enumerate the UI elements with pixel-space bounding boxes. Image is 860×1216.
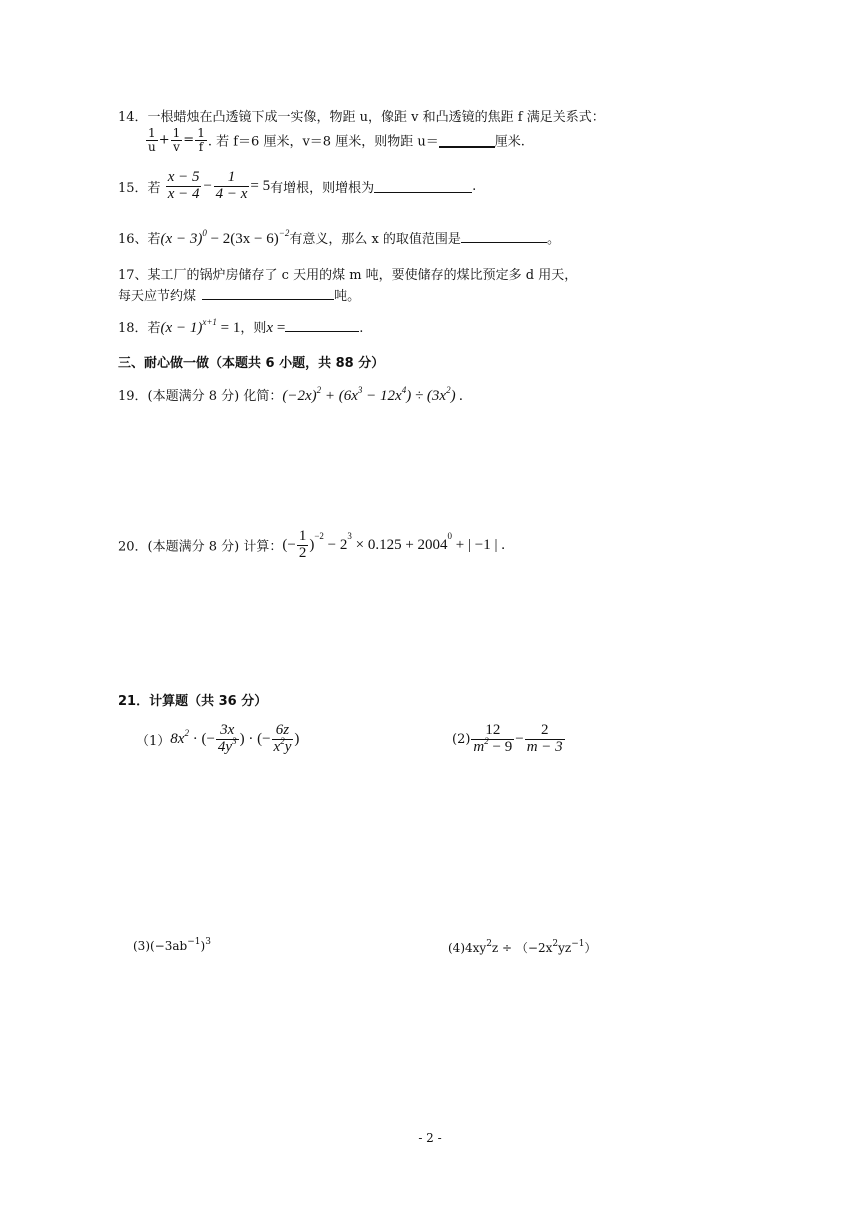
q18-expression: $(x - 1)^{x+1} = 1$ xyxy=(160,317,241,336)
q14-condition: . 若 f＝6 厘米，v＝8 厘米，则物距 u＝ xyxy=(207,134,439,150)
q21-sub1-expression: $8x^2$ · (− $\frac{3x}{4y^3}$ ) · (− $\frac{6z}{x^2y}$ ) xyxy=(170,722,300,755)
section-3-heading: 三、耐心做一做（本题共 6 小题，共 88 分） xyxy=(118,356,385,371)
q21-sub3 xyxy=(133,939,211,953)
q15-equals: = 5 xyxy=(250,177,271,194)
q21-sub3-expression: $(-3ab^{-1})^3$ xyxy=(150,937,211,953)
q17-line2 xyxy=(118,285,360,304)
q16-line xyxy=(118,228,560,248)
q20-label: 20．(本题满分 8 分) 计算： xyxy=(118,539,283,555)
q21-sub2-expression: $\frac{12}{m^2 - 9}$ − $\frac{2}{m - 3}$ xyxy=(473,722,563,755)
q16-answer-blank[interactable] xyxy=(461,229,547,243)
q21-sub4-label: (4) xyxy=(448,941,465,955)
q21-sub2-label: (2) xyxy=(452,731,471,747)
q14-answer-blank[interactable] xyxy=(439,133,495,148)
q14-unit: 厘米. xyxy=(494,134,525,150)
q14-fraction-1: $\frac{1}{u}$ xyxy=(148,126,156,154)
q21-sub1-label: （1） xyxy=(136,733,171,749)
q15-condition: 有增根，则增根为 xyxy=(270,180,375,196)
q18-mid: ，则 xyxy=(240,321,267,336)
q20-expression: (− $\frac{1}{2}$ )$^{-2} - 2^3 \times 0.125 + 2004^0$ + | −1 | . xyxy=(282,528,505,561)
q14-fraction-2: $\frac{1}{v}$ xyxy=(172,126,181,154)
q16-condition: 有意义，那么 x 的取值范围是 xyxy=(289,232,461,247)
q18-variable: x xyxy=(266,320,274,336)
q16-end: 。 xyxy=(546,232,560,247)
q16-prefix: 16、若 xyxy=(118,232,161,247)
q19-expression: $(-2x)^2 + (6x^3 - 12x^4) \div (3x^2)$ . xyxy=(282,385,464,404)
q14-number: 14． xyxy=(118,110,148,125)
q14-text-line1: 一根蜡烛在凸透镜下成一实像，物距 u，像距 v 和凸透镜的焦距 f 满足关系式： xyxy=(147,110,605,125)
q17-answer-blank[interactable] xyxy=(202,286,334,300)
q15-prefix: 若 xyxy=(147,180,161,196)
page-number: - 2 - xyxy=(418,1131,442,1145)
q19-line xyxy=(118,385,463,405)
q15-fraction-a: $\frac{x - 5}{x - 4}$ xyxy=(167,169,200,202)
q21-heading: 21．计算题（共 36 分） xyxy=(118,694,268,709)
q15-number: 15． xyxy=(118,180,148,196)
q18-end: . xyxy=(359,321,364,336)
q17-unit: 吨。 xyxy=(334,289,361,304)
q19-label: 19．(本题满分 8 分) 化简： xyxy=(118,389,283,404)
q18-equals: = xyxy=(273,320,286,336)
q18-answer-blank[interactable] xyxy=(285,318,359,332)
q16-expression: $(x - 3)^0 - 2(3x - 6)^{-2}$ xyxy=(160,228,290,247)
q14-line2 xyxy=(145,127,525,153)
q21-sub4-expression: $4xy^2z \div (-2x^2yz^{-1})$ xyxy=(465,939,597,955)
q15-end: . xyxy=(472,178,477,194)
q17-text: 每天应节约煤 xyxy=(118,289,197,304)
q15-minus: − xyxy=(202,177,213,194)
q14-plus: + xyxy=(158,132,170,148)
q14-fraction-3: $\frac{1}{f}$ xyxy=(197,126,205,154)
q21-sub3-label: (3) xyxy=(133,939,150,953)
q20-line xyxy=(118,529,505,562)
q15-line xyxy=(118,170,476,203)
q15-fraction-b: $\frac{1}{4 - x}$ xyxy=(215,169,248,202)
q18-prefix: 18．若 xyxy=(118,321,161,336)
q15-answer-blank[interactable] xyxy=(374,179,472,193)
q21-sub1 xyxy=(136,723,299,756)
q21-sub2 xyxy=(452,723,566,756)
q18-line xyxy=(118,317,363,337)
q21-sub4 xyxy=(448,939,597,956)
q14-equals: = xyxy=(183,132,195,148)
q17-line1: 17、某工厂的锅炉房储存了 c 天用的煤 m 吨，要使储存的煤比预定多 d 用天， xyxy=(118,268,578,283)
q14-line1 xyxy=(118,106,605,125)
